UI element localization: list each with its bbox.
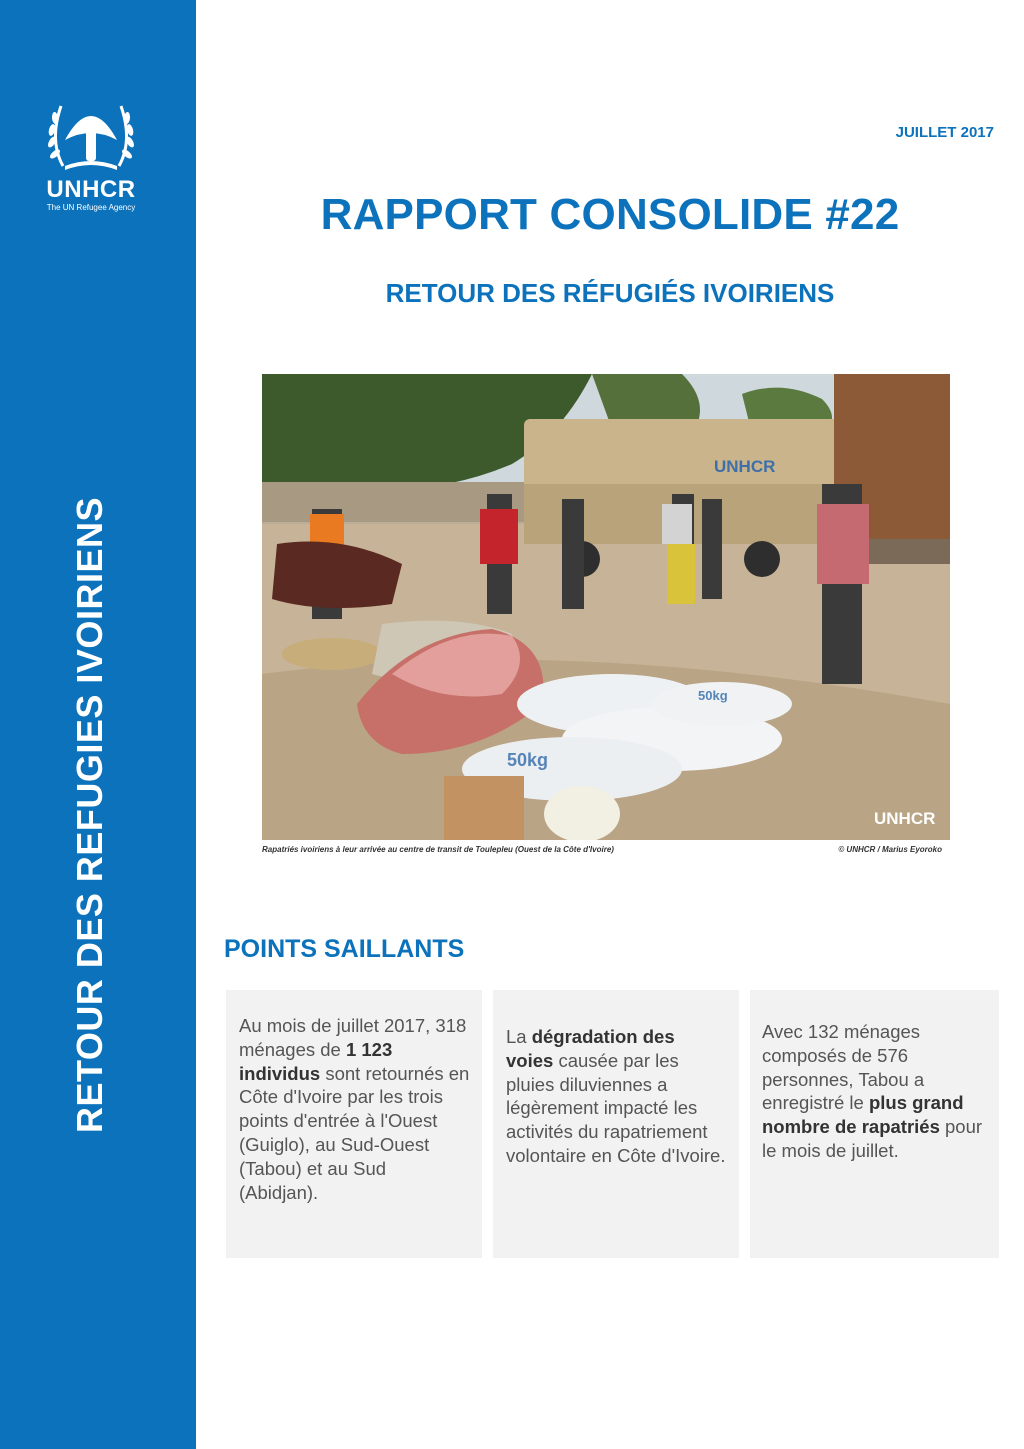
highlight-2-text-b: causée par les pluies diluviennes a légèrement impacté les activités du rapatriement volontaire en Côte d'Ivoire.: [506, 1049, 726, 1166]
logo-tagline: The UN Refugee Agency: [46, 203, 136, 212]
highlight-1-bold: 1 123 individus: [239, 1038, 393, 1084]
highlight-text-2: [506, 1025, 727, 1168]
photo-watermark: UNHCR: [874, 809, 936, 828]
highlight-2-text-a: La: [506, 1026, 532, 1047]
highlight-box-3: [750, 990, 999, 1258]
report-date: JUILLET 2017: [895, 124, 994, 141]
page-title: RAPPORT CONSOLIDE #22: [320, 190, 900, 239]
sidebar: [0, 0, 196, 1449]
highlight-1-text-b: sont retournés en Côte d'Ivoire par les trois points d'entrée à l'Ouest (Guiglo), au Sud-Ouest (Tabou) et au Sud (Abidjan).: [239, 1062, 470, 1203]
highlights-title: POINTS SAILLANTS: [224, 935, 465, 963]
highlight-box-2: [493, 990, 739, 1258]
truck-logo-text: UNHCR: [714, 457, 776, 476]
highlight-box-1: [226, 990, 482, 1258]
highlight-text-1: [239, 1014, 470, 1204]
highlight-text-3: [762, 1020, 987, 1163]
highlight-3-bold: plus grand nombre de rapatriés: [762, 1092, 964, 1138]
logo-wordmark: UNHCR: [46, 176, 136, 203]
highlight-2-bold: dégradation des voies: [506, 1026, 675, 1071]
highlight-3-text-b: pour le mois de juillet.: [762, 1116, 983, 1161]
unhcr-logo: [28, 96, 154, 213]
highlight-3-text-a: Avec 132 ménages composés de 576 personnes, Tabou a enregistré le: [762, 1021, 925, 1114]
unhcr-emblem-icon: [45, 96, 137, 174]
photo-credit: © UNHCR / Marius Eyoroko: [838, 845, 942, 854]
bag-label-2: 50kg: [698, 688, 728, 703]
cover-photo: [262, 374, 950, 840]
photo-caption: Rapatriés ivoiriens à leur arrivée au centre de transit de Toulepleu (Ouest de la Côte d'Ivoire): [262, 845, 614, 854]
sidebar-vertical-title: RETOUR DES REFUGIES IVOIRIENS: [69, 497, 110, 1133]
highlight-1-text-a: Au mois de juillet 2017, 318 ménages de: [239, 1015, 467, 1060]
page-subtitle: RETOUR DES RÉFUGIÉS IVOIRIENS: [385, 278, 835, 308]
bag-label-1: 50kg: [507, 750, 549, 770]
